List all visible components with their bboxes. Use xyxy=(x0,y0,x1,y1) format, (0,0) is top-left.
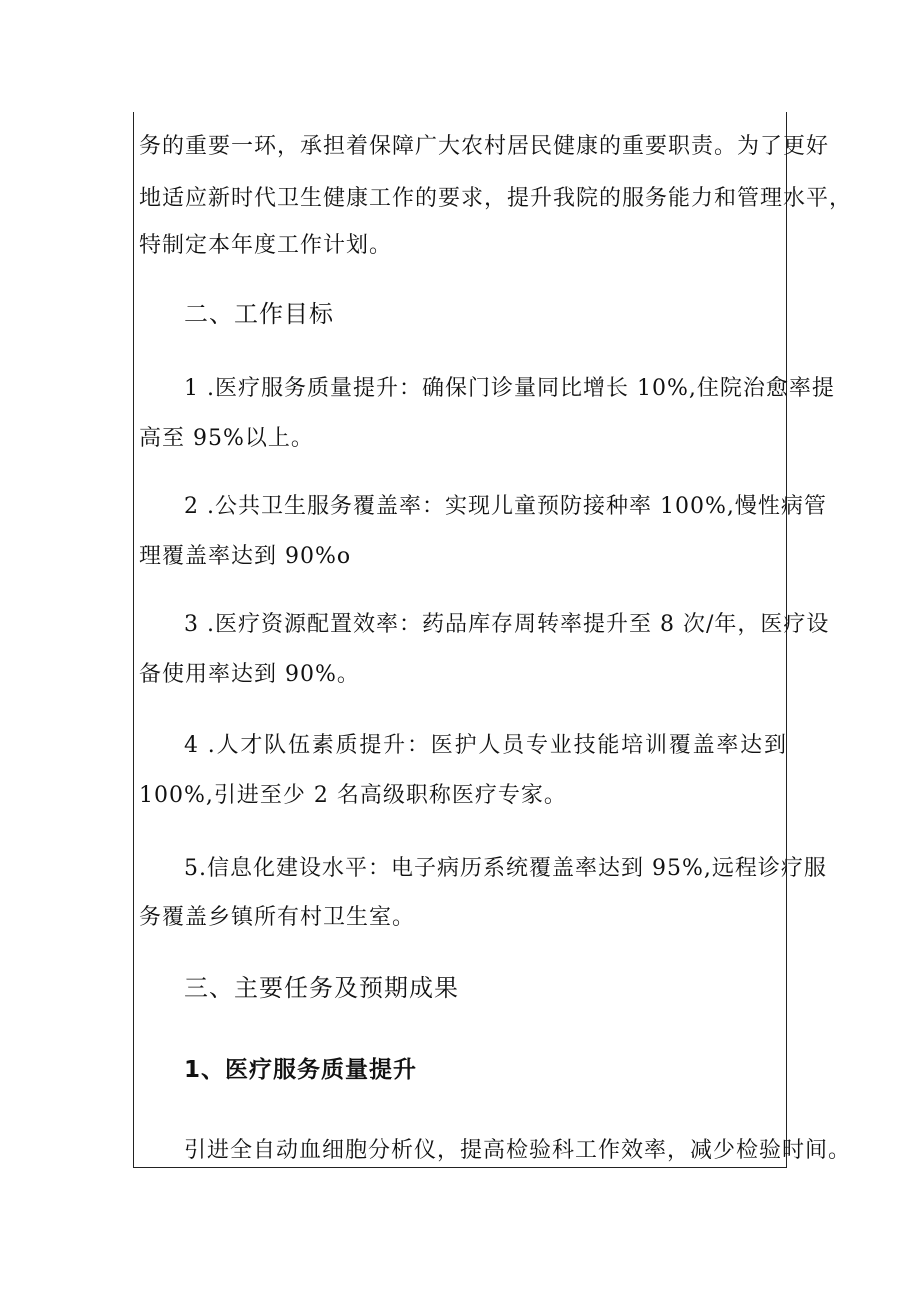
document-frame xyxy=(133,112,853,1168)
goal-2-line-2: 理覆盖率达到 90%o xyxy=(139,544,352,569)
goal-4-line-1: 4 .人才队伍素质提升：医护人员专业技能培训覆盖率达到 xyxy=(184,733,787,758)
goal-3-line-2: 备使用率达到 90%。 xyxy=(139,662,360,687)
intro-line-1: 务的重要一环，承担着保障广大农村居民健康的重要职责。为了更好 xyxy=(139,134,830,159)
goal-3-line-1: 3 .医疗资源配置效率：药品库存周转率提升至 8 次/年，医疗设 xyxy=(184,612,830,637)
intro-line-2: 地适应新时代卫生健康工作的要求，提升我院的服务能力和管理水平， xyxy=(139,186,853,211)
goal-4-line-2: 100%,引进至少 2 名高级职称医疗专家。 xyxy=(139,783,567,808)
section-3-heading: 三、主要任务及预期成果 xyxy=(184,974,459,1002)
task-1-heading: 1、医疗服务质量提升 xyxy=(184,1057,418,1083)
task-1-text: 引进全自动血细胞分析仪，提高检验科工作效率，减少检验时间。 xyxy=(184,1138,852,1163)
goal-5-line-2: 务覆盖乡镇所有村卫生室。 xyxy=(139,905,416,930)
goal-1-line-2: 高至 95%以上。 xyxy=(139,426,314,451)
goal-1-line-1: 1 .医疗服务质量提升：确保门诊量同比增长 10%,住院治愈率提 xyxy=(184,376,835,401)
intro-line-3: 特制定本年度工作计划。 xyxy=(139,233,393,258)
section-2-heading: 二、工作目标 xyxy=(184,300,334,328)
goal-5-line-1: 5.信息化建设水平：电子病历系统覆盖率达到 95%,远程诊疗服 xyxy=(184,856,827,881)
goal-2-line-1: 2 .公共卫生服务覆盖率：实现儿童预防接种率 100%,慢性病管 xyxy=(184,494,827,519)
